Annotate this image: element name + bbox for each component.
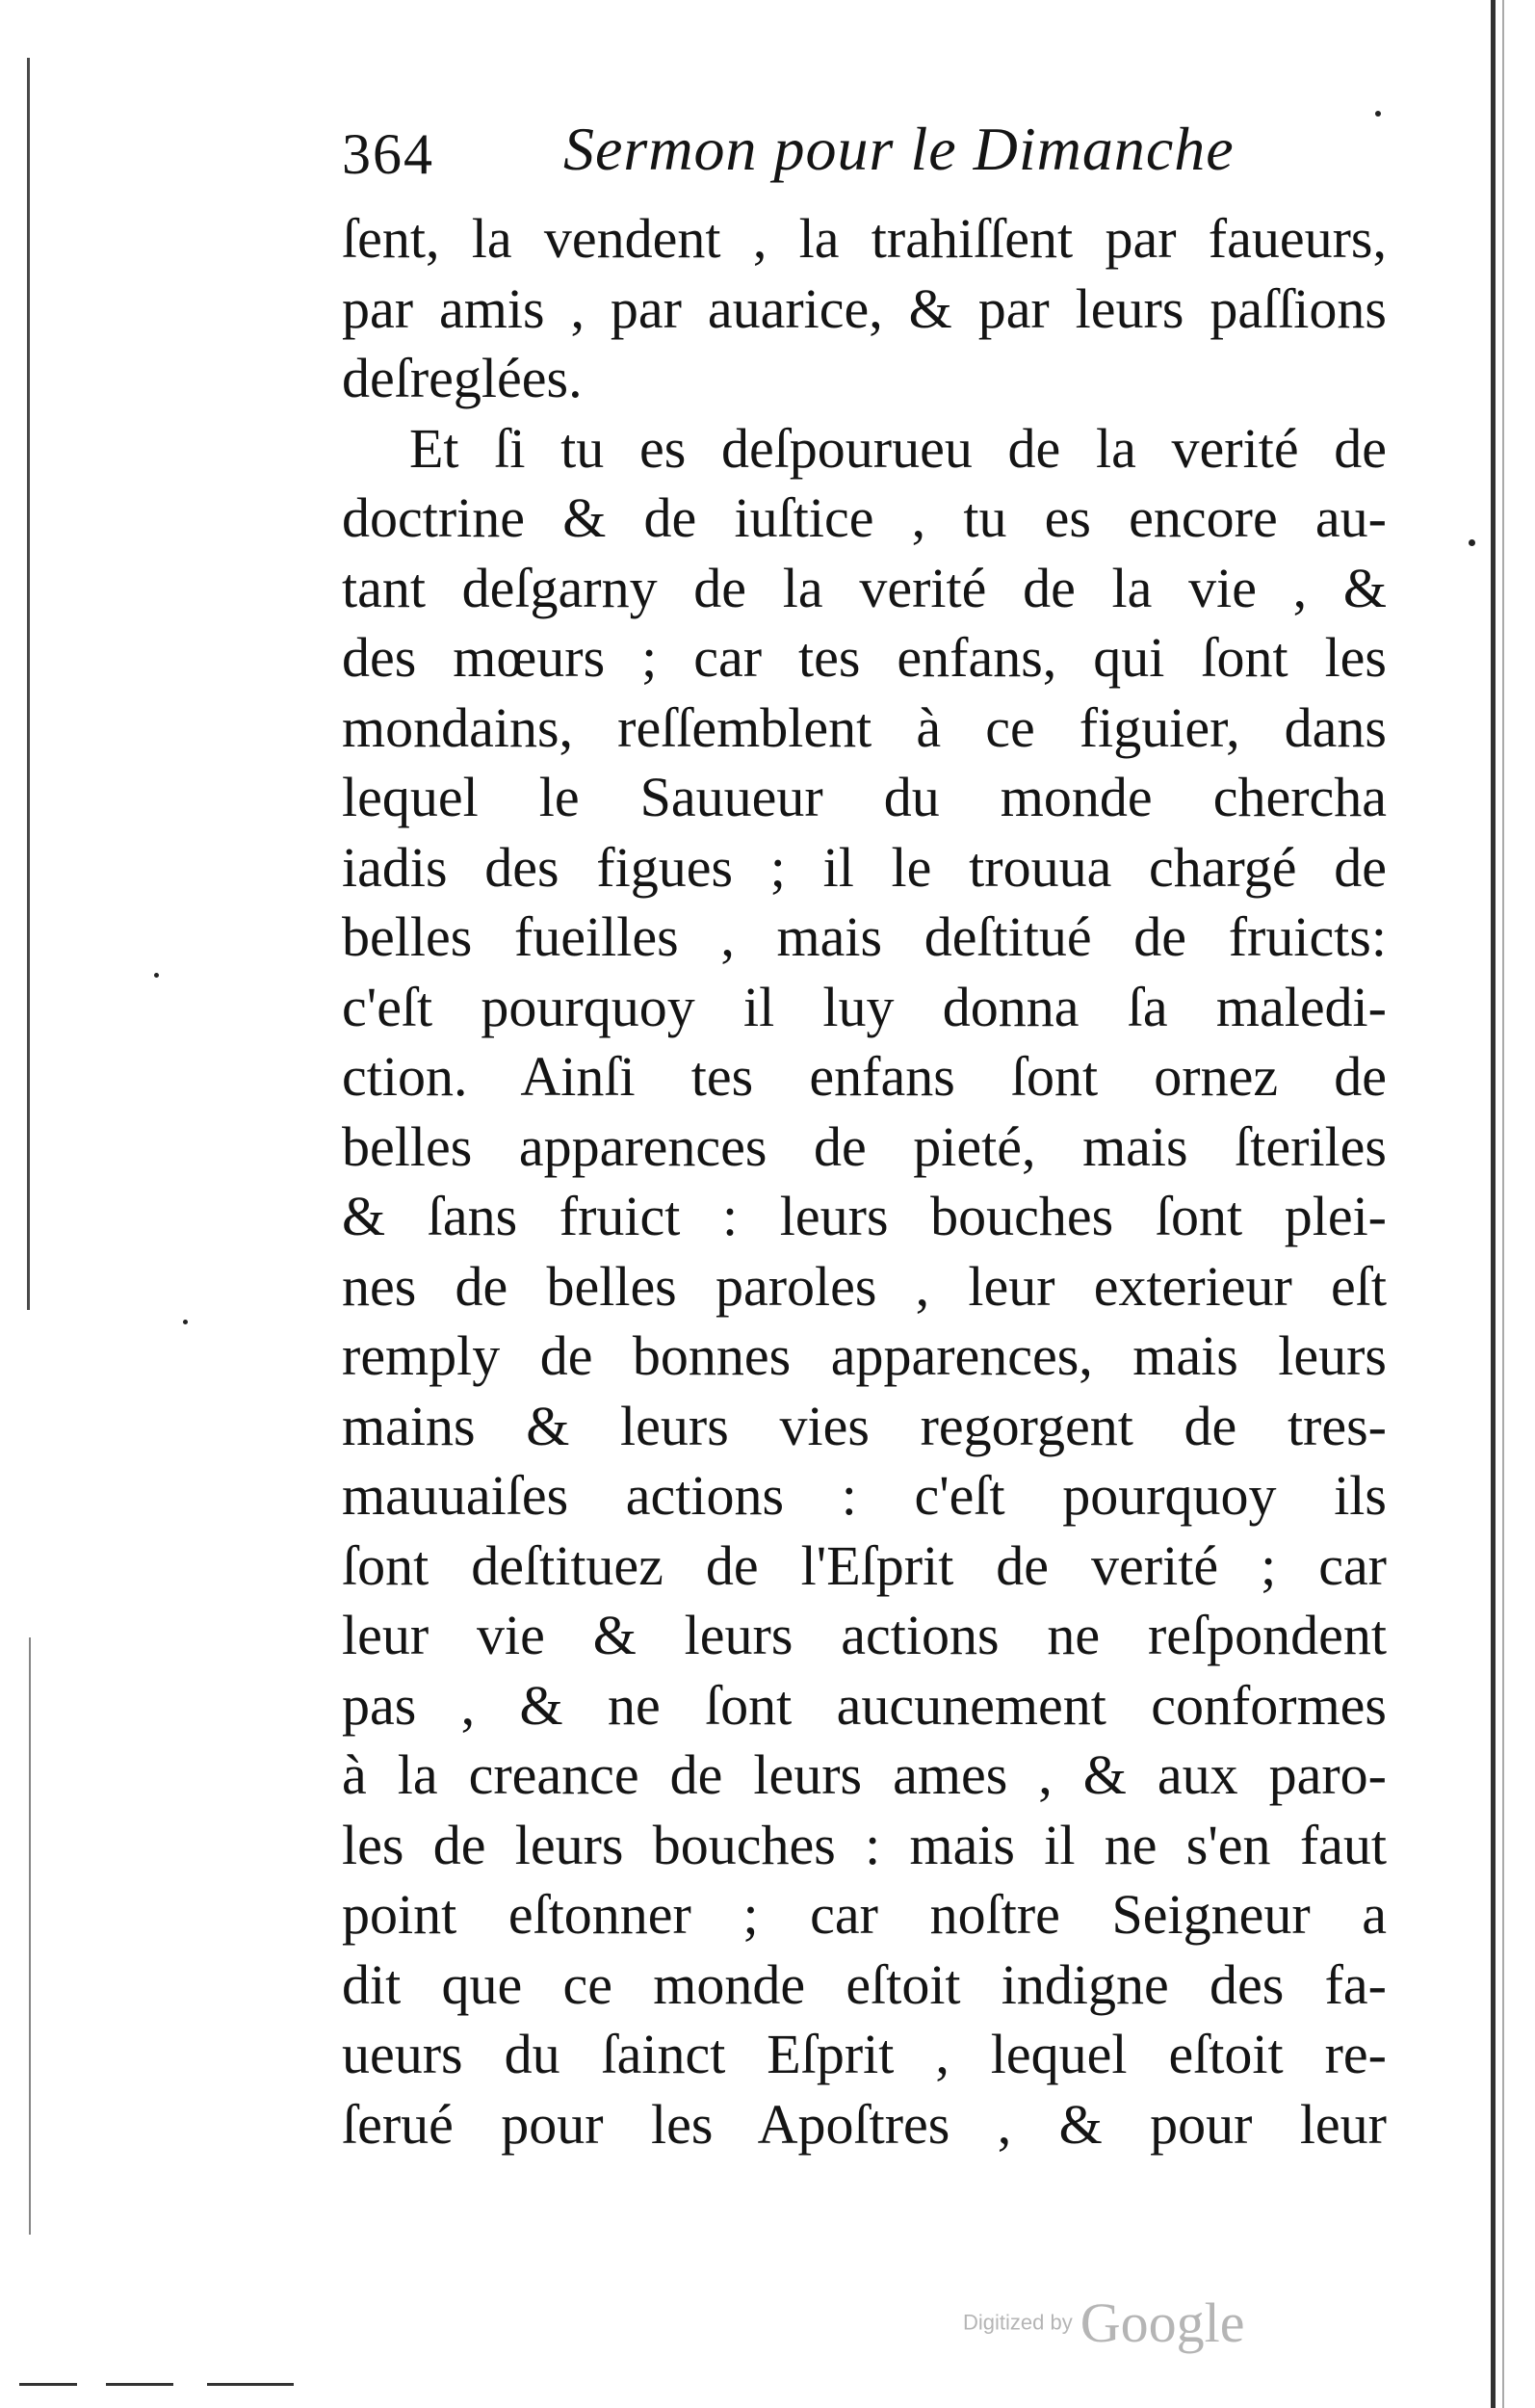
text-line: mondains, reſſemblent à ce figuier, dans: [342, 695, 1387, 759]
text-line: deſreglées.: [342, 347, 583, 409]
text-line: leur vie & leurs actions ne reſpondent: [342, 1604, 1387, 1666]
text-line: ueurs du ſainct Eſprit , lequel eſtoit re-: [342, 2023, 1387, 2085]
text-line: ſerué pour les Apoſtres , & pour leur: [342, 2092, 1387, 2156]
page-header: [342, 114, 1401, 210]
watermark-brand: Google: [1080, 2291, 1245, 2354]
text-line: mains & leurs vies regorgent de tres-: [342, 1394, 1387, 1457]
text-line: à la creance de leurs ames , & aux paro-: [342, 1743, 1387, 1806]
scan-bottom-dash: [19, 2383, 77, 2386]
scan-left-edge-mark: [27, 58, 30, 1310]
text-line: lequel le Sauueur du monde chercha: [342, 766, 1387, 828]
text-line: iadis des figues ; il le trouua chargé de: [342, 835, 1387, 899]
scan-right-edge-line: [1502, 0, 1504, 2408]
text-line: & ſans fruict : leurs bouches ſont plei-: [342, 1185, 1387, 1247]
scan-bottom-dash: [207, 2383, 294, 2386]
text-line: belles fueilles , mais deſtitué de fruicts:: [342, 905, 1387, 968]
text-line: ſont deſtituez de l'Eſprit de verité ; car: [342, 1533, 1387, 1597]
text-line: doctrine & de iuſtice , tu es encore au-: [342, 486, 1387, 549]
text-line: ſent, la vendent , la trahiſſent par faueurs,: [342, 207, 1387, 270]
text-line: Et ſi tu es deſpourueu de la verité de: [409, 416, 1387, 480]
text-line: dit que ce monde eſtoit indigne des fa-: [342, 1952, 1387, 2016]
scan-bottom-dash: [106, 2383, 173, 2386]
scan-speck: [1469, 539, 1475, 546]
text-line: c'eſt pourquoy il luy donna ſa maledi-: [342, 975, 1387, 1038]
text-line: nes de belles paroles , leur exterieur eſt: [342, 1254, 1387, 1318]
text-line: pas , & ne ſont aucunement conformes: [342, 1673, 1387, 1737]
text-line: les de leurs bouches : mais il ne s'en faut: [342, 1813, 1387, 1876]
scan-speck: [154, 973, 159, 978]
text-line: ction. Ainſi tes enfans ſont ornez de: [342, 1045, 1387, 1108]
scan-right-edge-mark: [1491, 0, 1496, 2408]
text-line: point eſtonner ; car noſtre Seigneur a: [342, 1883, 1387, 1946]
digitized-watermark: [963, 2290, 1290, 2368]
body-text: [342, 204, 1387, 2159]
text-line: remply de bonnes apparences, mais leurs: [342, 1324, 1387, 1387]
page-number: 364: [342, 122, 434, 186]
watermark-prefix: Digitized by: [963, 2310, 1073, 2335]
text-line: des mœurs ; car tes enfans, qui ſont les: [342, 626, 1387, 689]
text-line: mauuaiſes actions : c'eſt pourquoy ils: [342, 1464, 1387, 1527]
text-line: par amis , par auarice, & par leurs paſſions: [342, 276, 1387, 340]
running-title: Sermon pour le Dimanche: [563, 115, 1235, 183]
scan-speck: [183, 1320, 188, 1324]
text-line: belles apparences de pieté, mais ſteriles: [342, 1114, 1387, 1178]
scan-left-edge-mark-lower: [29, 1637, 31, 2235]
text-line: tant deſgarny de la verité de la vie , &: [342, 556, 1387, 619]
